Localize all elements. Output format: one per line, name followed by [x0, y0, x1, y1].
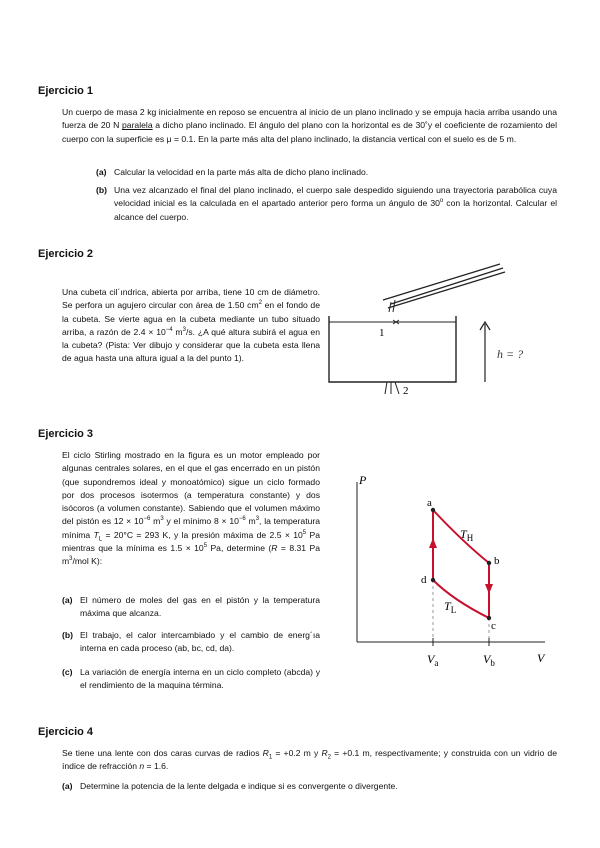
th-label: $T_H$ [460, 527, 474, 543]
item-text: Una vez alcanzado el final del plano inclinado, el cuerpo sale despedido siguiendo una trayectoria parabólica cuya velocidad inicial es la calculada en el apartado anterior pero forma un ángulo de 30$^o$ con la horizontal. Calcular el alcance del cuerpo. [114, 185, 558, 222]
exercise-4-text: Se tiene una lente con dos caras curvas de radios $R_1 = +0.2$ m y $R_2 = +0.1$ m, respectivamente; y construida con un vidrio de índice de refracción n = 1.6. [62, 748, 557, 772]
stirling-pv-diagram [345, 470, 560, 680]
item-text: El trabajo, el calor intercambiado y el cambio de energ´ıa interna en cada proceso (ab, bc, cd, da). [80, 630, 320, 654]
item-label: (a) [62, 595, 73, 605]
exercise-3-item-c [62, 666, 320, 693]
vb-label: $V_b$ [483, 652, 495, 668]
point-c-label: c [491, 620, 496, 632]
exercise-3-item-b [62, 629, 320, 656]
item-label: (a) [96, 167, 107, 177]
item-text: Determine la potencia de la lente delgada e indique si es convergente o divergente. [80, 781, 398, 791]
point-2-label: 2 [403, 385, 409, 397]
exercise-2-text: Una cubeta cil´ındrica, abierta por arriba, tiene 10 cm de diámetro. Se perfora un agujero circular con área de 1.50 $cm^2$ en el fondo de la cubeta. Se vierte agua en la cubeta mediante un tubo situado arriba, a razón de $2.4 \times 10^{-4}$ $m^3/s$. ¿A qué altura subirá el agua en la cubeta? (Pista: Ver dibujo y considerar que la cubeta esta llena de agua hasta una altura igual a la del punto 1). [62, 287, 320, 364]
point-1-label: 1 [379, 327, 385, 339]
arrow-da [429, 538, 437, 548]
exercise-3-item-a [62, 594, 320, 621]
axis-p-label: P [359, 473, 367, 487]
exercise-3-text: El ciclo Stirling mostrado en la figura es un motor empleado por algunas centrales solares, en el que el gas encerrado en un pistón (que supondremos ideal y monoatómico) sigue un ciclo formado por dos procesos isotermos (a temperatura constante) y dos isócoros (a volumen constante). Sabiendo que el volumen máximo del pistón es $12 \times 10^{-6}$ $m^3$ y el mínimo $8 \times 10^{-6}$ $m^3$, la temperatura mínima $T_L = 20^\circ C = 293$ K, y la presión máxima de $2.5 \times 10^5$ Pa mientras que la mínima es $1.5 \times 10^5$ Pa, determine (R = 8.31 Pa $m^3$/mol K): [62, 450, 321, 567]
point-d-label: d [421, 574, 427, 586]
exercise-1-item-b [96, 184, 557, 224]
outlet-flow-mark [385, 382, 399, 394]
item-text: Calcular la velocidad en la parte más alta de dicho plano inclinado. [114, 167, 369, 177]
exercise-1-title: Ejercicio 1 [38, 85, 94, 97]
item-text: El número de moles del gas en el pistón y la temperatura máxima que alcanza. [80, 595, 320, 619]
exercise-2-title: Ejercicio 2 [38, 248, 94, 260]
axis-v-label: V [537, 651, 545, 665]
tl-label: $T_L$ [444, 599, 457, 615]
bucket-outline [329, 316, 456, 382]
va-label: $V_a$ [427, 652, 439, 668]
point-d-dot [431, 578, 435, 582]
exercise-3-title: Ejercicio 3 [38, 428, 94, 440]
exercise-1-item-a [96, 166, 557, 179]
point-b-label: b [494, 555, 500, 567]
item-label: (b) [96, 185, 107, 195]
inlet-flow-mark [389, 300, 395, 312]
inlet-tube [383, 264, 505, 308]
exercise-1-intro-part1: Un cuerpo de masa 2 kg inicialmente en reposo se encuentra al inicio de un plano inclinado y se empuja hacia arriba usando una fuerza de 20 N [62, 107, 557, 131]
arrow-bc [485, 584, 493, 594]
item-label: (c) [62, 667, 73, 677]
bucket-figure [325, 258, 575, 398]
item-label: (a) [62, 781, 73, 791]
process-cd-isotherm [433, 580, 489, 618]
point-a-label: a [427, 497, 432, 509]
exercise-1-underlined-word: paralela [122, 120, 153, 131]
point-b-dot [487, 561, 491, 565]
exercise-1-intro [62, 106, 557, 146]
item-label: (b) [62, 630, 73, 640]
exercise-4-item-a [62, 780, 557, 793]
height-label: h = ? [497, 347, 524, 361]
exercise-4-title: Ejercicio 4 [38, 726, 94, 738]
item-text: La variación de energía interna en un ciclo completo (abcda) y el rendimiento de la maquina términa. [80, 667, 320, 691]
exercise-1-intro-part2: a dicho plano inclinado. El ángulo del plano con la horizontal es de 30˚y el coeficiente de rozamiento del cuerpo con la superficie es μ = 0.1. En la parte más alta del plano inclinado, la distancia vertical con el suelo es de 5 m. [62, 120, 557, 144]
